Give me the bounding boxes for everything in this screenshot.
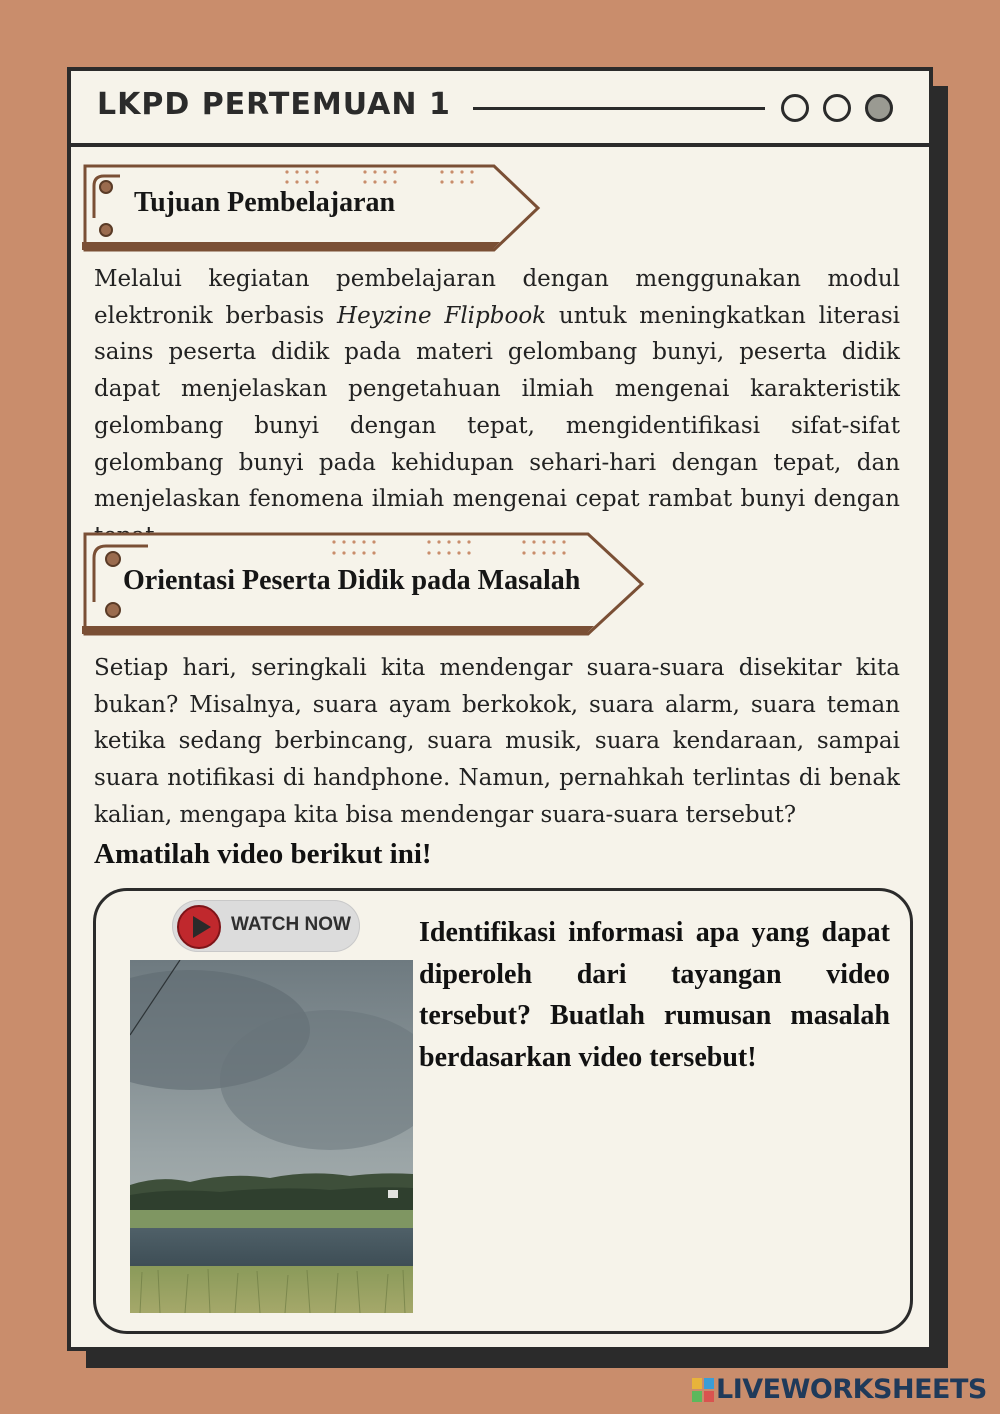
video-instruction: Amatilah video berikut ini! [94,838,432,870]
section-banner-tujuan [80,160,546,256]
worksheet-title: LKPD PERTEMUAN 1 [97,87,451,122]
learning-objective-paragraph [94,261,900,555]
orientation-paragraph: Setiap hari, seringkali kita mendengar suara-suara disekitar kita bukan? Misalnya, suara ayam berkokok, suara alarm, suara teman ketika sedang berbincang, suara musik, suara kendaraan, sampai suara notifikasi di handphone. Namun, pernahkah terlintas di benak kalian, mengapa kita bisa mendengar suara-suara tersebut? [94,655,900,828]
paragraph-text: Melalui kegiatan pembelajaran dengan menggunakan modul elektronik berbasis [94,266,900,329]
section-title: Orientasi Peserta Didik pada Masalah [123,565,581,596]
problem-question: Identifikasi informasi apa yang dapat diperoleh dari tayangan video tersebut? Buatlah rumusan masalah berdasarkan video tersebut! [419,917,890,1073]
title-rule [473,107,765,110]
landscape-video-frame[interactable] [130,960,413,1313]
window-circle-icon [823,94,851,122]
brand-name: LIVEWORKSHEETS [716,1374,987,1405]
play-icon[interactable] [176,904,222,950]
paragraph-text: untuk meningkatkan literasi sains peserta didik pada materi gelombang bunyi, peserta didik dapat menjelaskan pengetahuan ilmiah mengenai karakteristik gelombang bunyi dengan tepat, mengidentifikasi sifat-sifat gelombang bunyi pada kehidupan sehari-hari dengan tepat, dan menjelaskan fenomena ilmiah mengenai cepat rambat bunyi dengan [94,302,900,513]
liveworksheets-logo-icon [692,1378,714,1402]
section-title: Tujuan Pembelajaran [134,187,396,218]
section-banner-orientasi [80,528,652,644]
window-titlebar [71,71,929,147]
paragraph-emphasis: Heyzine Flipbook [337,302,547,329]
window-circle-filled-icon [865,94,893,122]
watch-now-label[interactable]: WATCH NOW [231,914,351,935]
window-circle-icon [781,94,809,122]
video-thumbnail[interactable] [130,960,413,1313]
